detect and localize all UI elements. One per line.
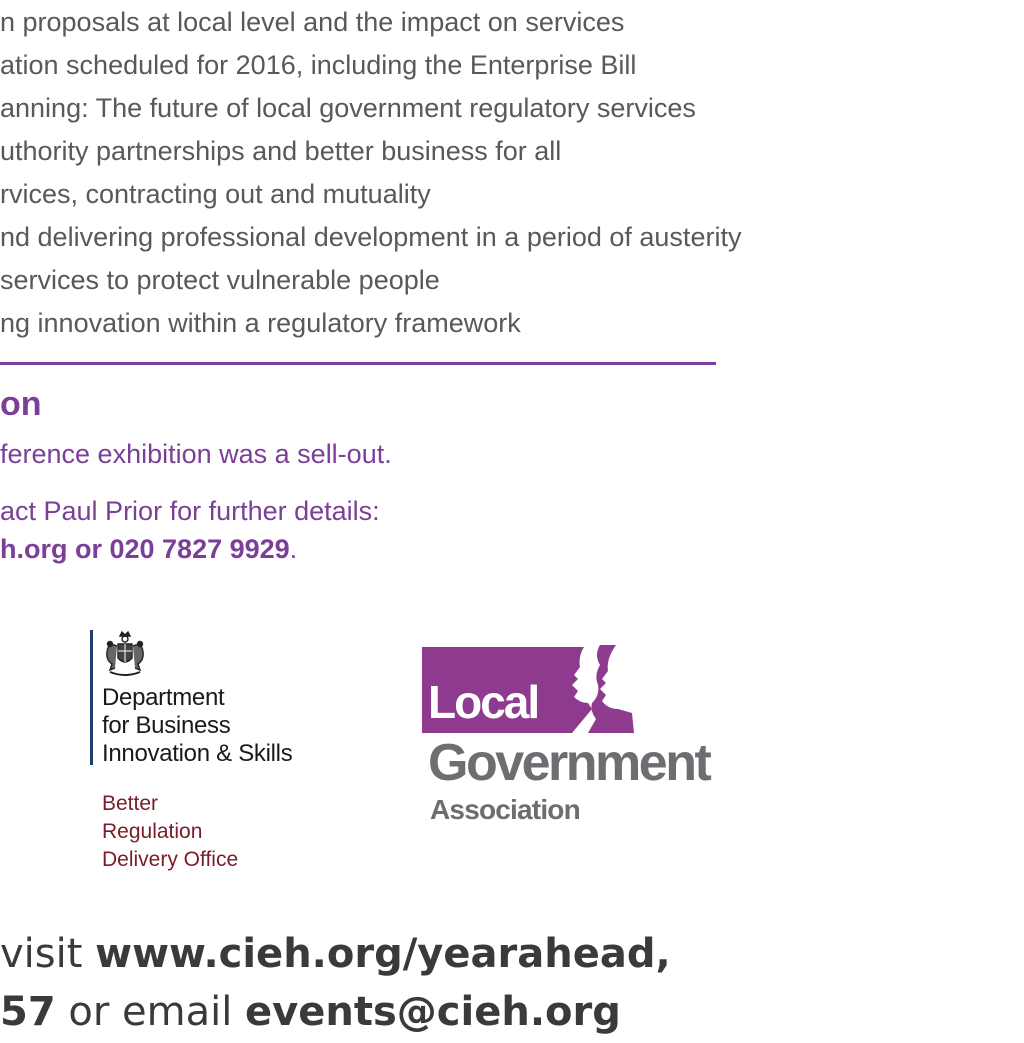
lga-government-text: Government [428, 734, 710, 792]
brdo-text [102, 790, 302, 874]
topic-item: uthority partnerships and better business for all [0, 136, 562, 166]
contact-visit-text: visit [0, 931, 96, 977]
bis-line: Innovation & Skills [102, 740, 293, 767]
topic-item: services to protect vulnerable people [0, 265, 440, 295]
exhibition-contact-details [0, 532, 297, 566]
lga-local-text: Local [428, 676, 539, 728]
bis-logo-text [102, 684, 362, 768]
contact-email-line [0, 986, 621, 1038]
bis-line: for Business [102, 712, 231, 739]
topic-item: ng innovation within a regulatory framework [0, 308, 521, 338]
exhibition-period: . [289, 534, 298, 564]
email-link[interactable]: events@cieh.org [245, 989, 621, 1035]
topic-item: rvices, contracting out and mutuality [0, 179, 431, 209]
topic-item: nd delivering professional development in a period of austerity [0, 222, 742, 252]
exhibition-email-phone[interactable]: h.org or 020 7827 9929 [0, 534, 290, 564]
brdo-line: Regulation [102, 820, 203, 843]
phone-number-fragment: 57 [0, 989, 56, 1035]
brdo-line: Delivery Office [102, 848, 239, 871]
royal-coat-of-arms-icon [102, 630, 148, 678]
contact-website-line [0, 928, 671, 980]
bis-logo-bar [90, 630, 93, 765]
lga-logo [422, 645, 722, 830]
topic-item: anning: The future of local government regulatory services [0, 93, 696, 123]
section-divider [0, 362, 716, 365]
contact-or-email-text: or email [55, 989, 246, 1035]
topic-item: ation scheduled for 2016, including the Enterprise Bill [0, 50, 637, 80]
conference-topics-list [0, 4, 741, 348]
topic-item: n proposals at local level and the impact on services [0, 7, 625, 37]
bis-line: Department [102, 684, 225, 711]
lga-association-text: Association [430, 794, 580, 825]
exhibition-heading: on [0, 385, 42, 423]
website-link[interactable]: www.cieh.org/yearahead, [95, 931, 671, 977]
faces-profile-icon [572, 645, 634, 733]
brdo-line: Better [102, 792, 159, 815]
exhibition-contact-text: act Paul Prior for further details: [0, 496, 380, 526]
exhibition-text: ference exhibition was a sell-out. [0, 439, 392, 469]
